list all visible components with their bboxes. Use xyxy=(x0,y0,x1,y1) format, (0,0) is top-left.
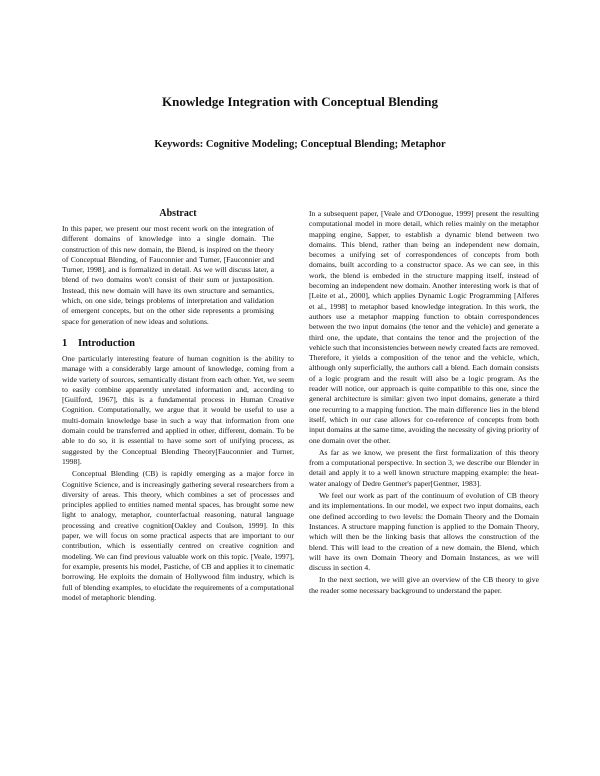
keywords-line: Keywords: Cognitive Modeling; Conceptual Blending; Metaphor xyxy=(154,139,446,150)
paper-title: Knowledge Integration with Conceptual Blending xyxy=(162,94,438,109)
intro-paragraph-1: One particularly interesting feature of human cognition is the ability to manage with a considerably large amount of knowledge, coming from a wide variety of sources, semantically distant from each other. Yet, we seem to easily combine apparently unrelated information and, according to [Guilford, 1967], this is a fundamental process in Human Creative Cognition. Computationally, we argue that it would be useful to use a multi-domain knowledge base in such a way that information from one domain could be transferred and applied in other, different, domain. To be able to do so, it is essential to have some sort of unifying process, as suggested by the Conceptual Blending Theory[Fauconnier and Turner, 1998]. xyxy=(62,353,294,466)
abstract-text: In this paper, we present our most recent work on the integration of different domains of knowledge into a single domain. The construction of this new domain, the Blend, is inspired on the theory of Conceptual Blending, of Fauconnier and Turner, [Fauconnier and Turner, 1998], and is formalized in detail. As we will discuss later, a blend of two domains won't consist of their sum or juxtaposition. Instead, this new domain will have its own structure and semantics, which, on one side, brings problems of interpretation and validation of emergent concepts, but on the other side represents a promising space for generation of new ideas and solutions. xyxy=(62,224,274,326)
intro-paragraph-2: Conceptual Blending (CB) is rapidly emerging as a major force in Cognitive Science, and is increasingly gathering several researchers from a diversity of areas. This theory, which combines a set of processes and principles applied to entities named mental spaces, has brought some new light to analogy, metaphor, counterfactual reasoning, natural language processing and creative cognition[Oakley and Coulson, 1999]. In this paper, we will focus on some practical aspects that are important to our contribution, which is essentially centred on creative cognition and modeling. We can find previous valuable work on this topic. [Veale, 1997], for example, presents his model, Pastiche, of CB and applies it to cinematic borrowing. He exploits the domain of Hollywood film industry, which is full of blending examples, to elucidate the requirements of a computational model of metaphoric blending. xyxy=(62,469,294,602)
right-paragraph-4: In the next section, we will give an overview of the CB theory to give the reader some necessary background to understand the paper. xyxy=(309,575,539,595)
right-paragraph-1: In a subsequent paper, [Veale and O'Donogue, 1999] present the resulting computational model in more detail, which relies mainly on the metaphor mapping engine, Sapper, to establish a dynamic blend between two domains. This blend, rather than being an independent new domain, becomes a unifying set of correspondences of concepts from both domains, built according to a constructor space. As we can see, in this work, the blend is embeded in the structure mapping itself, instead of becoming an independent new domain. Another interesting work is that of [Leite et al., 2000], which applies Dynamic Logic Programming [Alferes et al., 1998] to metaphor based knowledge integration. In this work, the authors use a metaphor mapping function to obtain correspondences between the two input domains (the tenor and the vehicle) and generate a third one, the update, that contains the tenor and the projection of the vehicle such that inconsistencies between newly created facts are removed. Therefore, it yields a composition of the tenor and the vehicle, which, although only superficially, the authors call a blend. Each domain consists of a logic program and the result will also be a logic program. As the reader will notice, our approach is quite compatible to this one, since the general architecture is similar: given two input domains, generate a third one recurring to a mapping function. The main difference lies in the blend itself, which in our case allows for co-reference of concepts from both input domains at the same time, avoiding the necessity of giving priority of one domain over the other. xyxy=(309,209,539,445)
left-column xyxy=(62,208,294,603)
right-paragraph-3: We feel our work as part of the continuum of evolution of CB theory and its implementations. In our model, we expect two input domains, each one defined according to two levels: the Domain Theory and the Domain Instances. A structure mapping function is applied to the Domain Theory, which will then be the linking basis that allows the construction of the blend. This will lead to the creation of a new domain, the Blend, which will have its own Domain Theory and Domain Instances, as we will discuss in section 4. xyxy=(309,491,539,573)
right-column xyxy=(309,209,539,596)
section-heading-introduction xyxy=(62,338,294,349)
section-number: 1 xyxy=(62,337,68,349)
section-title: Introduction xyxy=(78,337,135,349)
right-paragraph-2: As far as we know, we present the first formalization of this theory from a computational perspective. In section 3, we describe our Blender in detail and apply it to a well known structure mapping example: the heat-water analogy of Dedre Gentner's paper[Gentner, 1983]. xyxy=(309,447,539,488)
abstract-heading: Abstract xyxy=(159,208,197,219)
